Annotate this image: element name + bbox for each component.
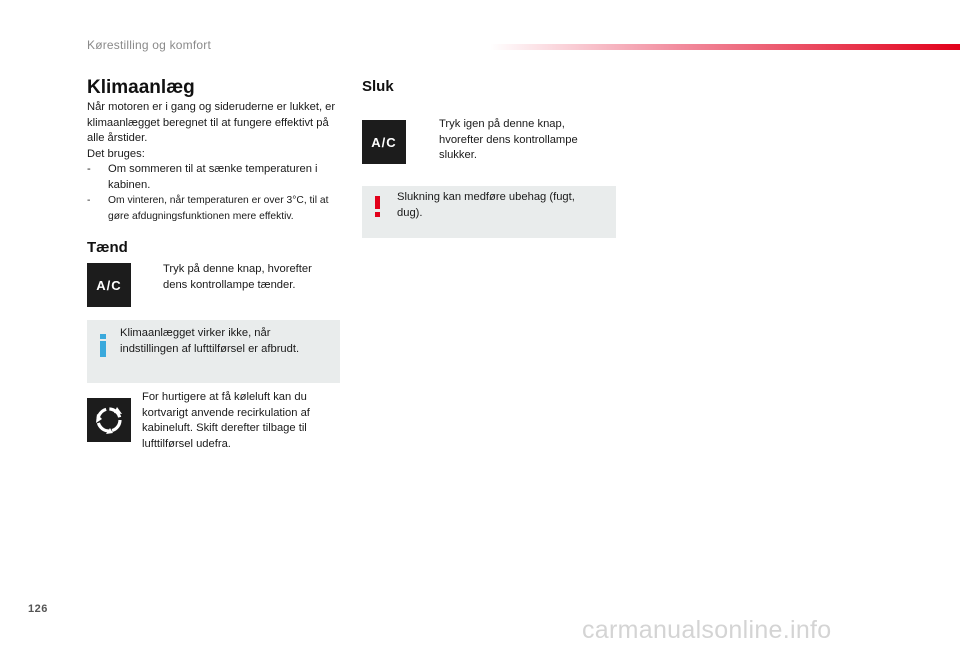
warning-icon — [374, 196, 382, 218]
instruction-on-text: Tryk på denne knap, hvorefter dens kontrollampe tænder. — [163, 263, 312, 291]
list-dash: - — [87, 195, 91, 206]
instruction-on — [142, 262, 337, 293]
section-title: Kørestilling og komfort — [87, 38, 211, 52]
ac-button-icon — [87, 263, 131, 307]
ac-label: A/C — [371, 134, 397, 150]
instruction-off-text: Tryk igen på denne knap, hvorefter dens kontrollampe slukker. — [439, 118, 578, 161]
intro-paragraph: Når motoren er i gang og sideruderne er lukket, er klimaanlægget beregnet til at fungere effektivt på alle årstider. — [87, 101, 336, 144]
info-notice — [87, 320, 340, 383]
section-heading-off: Sluk — [362, 78, 394, 95]
info-notice-text: Klimaanlægget virker ikke, når indstillingen af lufttilførsel er afbrudt. — [120, 327, 300, 355]
instruction-off — [418, 117, 598, 164]
list-item-winter: Om vinteren, når temperaturen er over 3°C, til at gøre afdugningsfunktionen mere effektiv. — [108, 195, 329, 222]
section-heading-on: Tænd — [87, 239, 128, 256]
header-accent-bar — [490, 44, 960, 50]
info-icon — [99, 334, 107, 358]
list-item-summer: Om sommeren til at sænke temperaturen i kabinen. — [108, 163, 318, 191]
warning-notice — [362, 186, 616, 238]
list-item — [87, 162, 342, 193]
recirculation-icon — [87, 398, 131, 442]
intro-text — [87, 100, 342, 224]
watermark: carmanualsonline.info — [582, 616, 832, 644]
ac-label: A/C — [96, 277, 122, 293]
page-title: Klimaanlæg — [87, 77, 195, 98]
recirculation-tip: For hurtigere at få køleluft kan du kortvarigt anvende recirkulation af kabineluft. Skift derefter tilbage til lufttilførsel udefra. — [142, 391, 310, 450]
page-number: 126 — [28, 603, 48, 615]
intro-usage-label: Det bruges: — [87, 147, 145, 160]
list-dash: - — [87, 163, 91, 175]
warning-notice-text: Slukning kan medføre ubehag (fugt, dug). — [397, 191, 575, 219]
ac-button-icon — [362, 120, 406, 164]
list-item — [87, 193, 342, 224]
